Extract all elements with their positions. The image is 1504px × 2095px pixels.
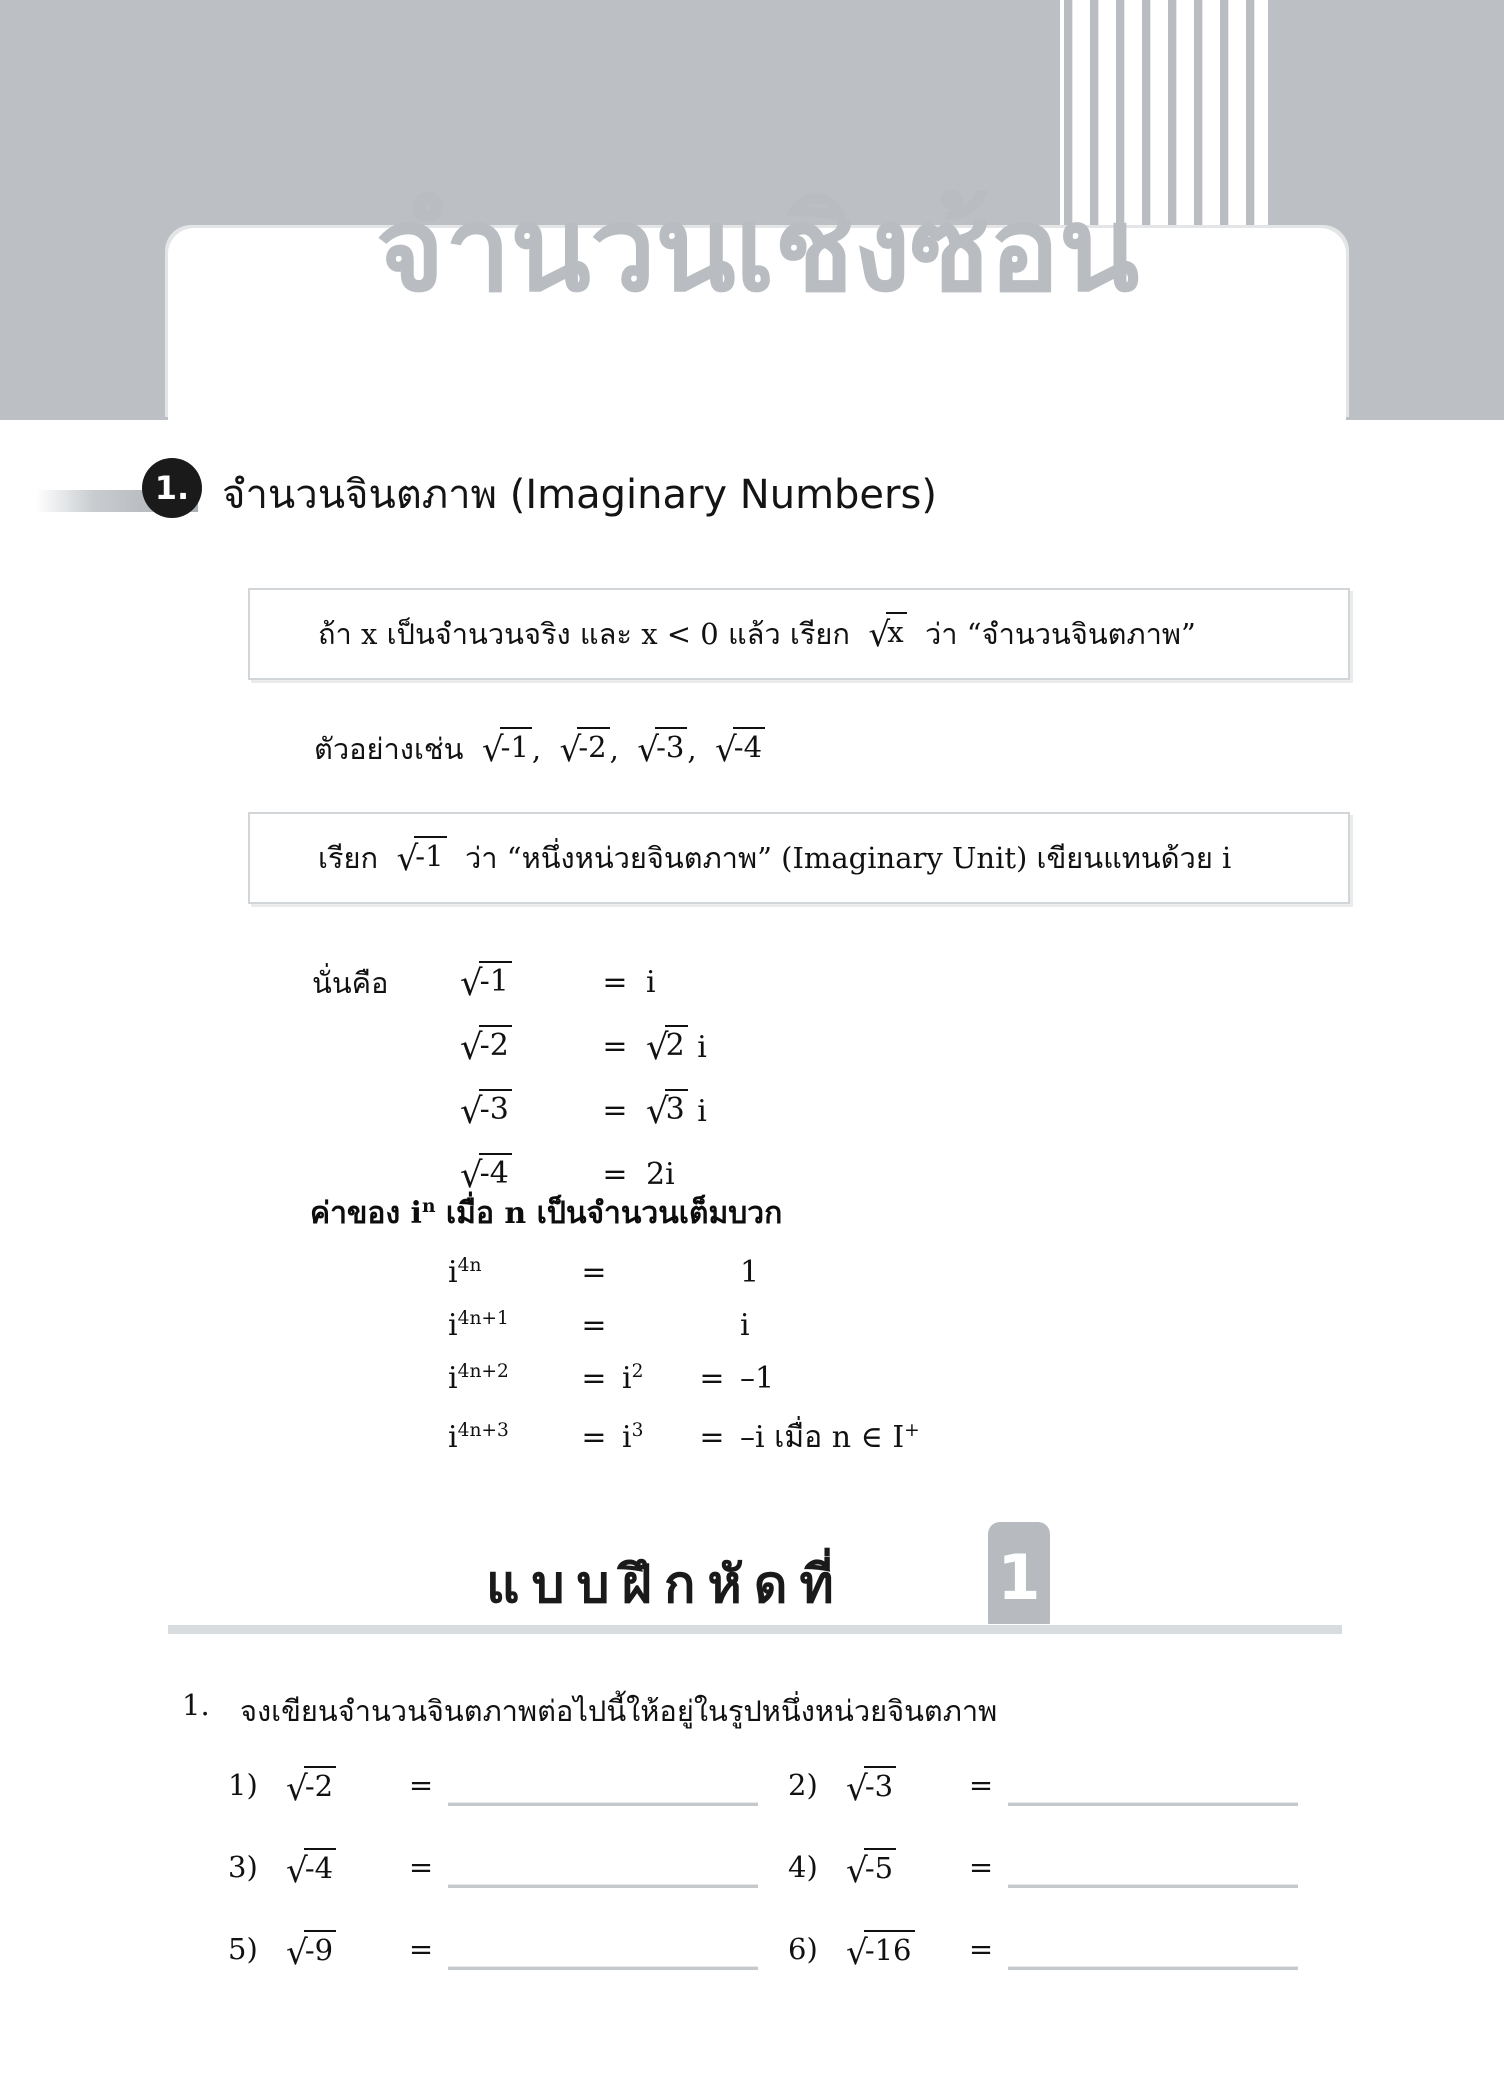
unit-suffix: ว่า “หนึ่งหน่วยจินตภาพ” (Imaginary Unit) เขียนแทนด้วย i [464, 841, 1232, 875]
equation-rhs [646, 1014, 707, 1078]
power-mid-exponent: 2 [631, 1361, 644, 1382]
power-mid [622, 1246, 684, 1299]
radical [286, 1850, 336, 1892]
exercise-divider [168, 1624, 1342, 1634]
rhs-text: 2i [646, 1156, 675, 1192]
radical [646, 1027, 688, 1069]
answer-blank[interactable] [1008, 1884, 1298, 1888]
item-label: 1) [228, 1768, 258, 1802]
power-rhs-text: –i เมื่อ n ∈ I [740, 1420, 905, 1455]
equals-sign: = [581, 1255, 607, 1290]
power-mid [622, 1352, 684, 1405]
answer-item-3 [228, 1850, 788, 1932]
examples-line [314, 726, 765, 772]
radical-sign-icon: √ [460, 1155, 483, 1197]
power-exponent: 4n+1 [457, 1308, 509, 1329]
power-lhs [448, 1405, 566, 1470]
answer-blank[interactable] [448, 1802, 758, 1806]
power-exponent: 4n+3 [457, 1420, 509, 1441]
radicand: -5 [864, 1848, 896, 1885]
radicand: -2 [479, 1025, 512, 1063]
example-radical-1 [473, 729, 532, 771]
unit-prefix: เรียก [318, 841, 379, 875]
power-row [448, 1405, 920, 1470]
equals-sign: = [968, 1932, 994, 1966]
item-label: 2) [788, 1768, 818, 1802]
item-label: 5) [228, 1932, 258, 1966]
radical [846, 1768, 896, 1810]
powers-heading [310, 1190, 782, 1237]
examples-separator-1: , [531, 732, 542, 766]
power-lhs [448, 1246, 566, 1299]
answer-blank[interactable] [1008, 1802, 1298, 1806]
answer-blank[interactable] [448, 1884, 758, 1888]
power-row [448, 1246, 920, 1299]
examples-separator-2: , [609, 732, 619, 766]
radicand: -1 [414, 836, 446, 873]
radical [460, 1027, 512, 1069]
equals-sign: = [408, 1850, 434, 1884]
examples-separator-3: , [687, 732, 697, 766]
power-row [448, 1299, 920, 1352]
equals-sign: = [581, 1361, 607, 1396]
radical-sign-icon: √ [846, 1933, 868, 1974]
radical-sign-icon: √ [460, 963, 483, 1005]
power-rhs: –1 [740, 1361, 775, 1396]
radical-sign-icon: √ [646, 1027, 669, 1069]
answer-blank[interactable] [448, 1966, 758, 1970]
radical-sign-icon: √ [637, 730, 660, 771]
equals-sign-2 [684, 1299, 740, 1352]
radical-sign-icon: √ [559, 730, 582, 771]
radical [646, 1091, 688, 1133]
radical [460, 963, 512, 1005]
item-label: 6) [788, 1932, 818, 1966]
radical-sign-icon: √ [481, 730, 504, 771]
radicand: 2 [665, 1025, 688, 1063]
radicand: -1 [479, 961, 512, 999]
answer-item-1 [228, 1768, 788, 1850]
answer-item-5 [228, 1932, 788, 2014]
equals-sign-2 [684, 1246, 740, 1299]
equations-lead-label: นั่นคือ [312, 966, 389, 1000]
imaginary-unit-text [250, 835, 1231, 881]
equations-table [460, 950, 707, 1206]
item-expression [846, 1768, 954, 1810]
radical [286, 1932, 336, 1974]
equals-sign: = [602, 964, 628, 1000]
equals-sign: = [408, 1768, 434, 1802]
radical-sign-icon: √ [396, 839, 419, 880]
radical-sign-icon: √ [846, 1851, 868, 1892]
radical-sign-icon: √ [460, 1027, 483, 1069]
radical [846, 1932, 915, 1974]
power-lhs [448, 1352, 566, 1405]
radicand: -9 [304, 1930, 336, 1967]
equals-sign: = [602, 1028, 628, 1064]
power-base: i [448, 1308, 458, 1343]
equation-lhs [460, 950, 584, 1014]
answer-item-2 [788, 1768, 1328, 1850]
radical-sign-icon: √ [646, 1091, 669, 1133]
example-radical-4 [706, 729, 765, 771]
power-rhs: 1 [740, 1255, 760, 1290]
section-title: จำนวนจินตภาพ (Imaginary Numbers) [222, 472, 937, 518]
item-expression [846, 1850, 954, 1892]
power-mid-base: i [622, 1361, 632, 1396]
example-radical-3 [628, 729, 687, 771]
equation-rhs [646, 1078, 707, 1142]
radical-sign-icon: √ [714, 730, 737, 771]
radicand: -3 [864, 1766, 896, 1803]
section-heading [0, 452, 1504, 524]
power-lhs [448, 1299, 566, 1352]
radical [286, 1768, 336, 1810]
header-decorative-band [0, 0, 1504, 420]
radicand: -2 [577, 727, 609, 764]
item-label: 4) [788, 1850, 818, 1884]
power-rhs: i [740, 1308, 750, 1343]
answer-item-6 [788, 1932, 1328, 2014]
power-exponent: 4n [457, 1255, 482, 1276]
equals-sign: = [602, 1092, 628, 1128]
radicand: -3 [479, 1089, 512, 1127]
radicand: x [886, 612, 906, 649]
definition-text [250, 611, 1196, 657]
powers-heading-exponent: n [421, 1196, 436, 1217]
radical [460, 1091, 512, 1133]
imaginary-unit-box [248, 812, 1350, 904]
radical [846, 1850, 896, 1892]
power-mid-exponent: 3 [631, 1420, 644, 1441]
equals-sign-2: = [699, 1420, 725, 1455]
example-radical-2 [550, 729, 609, 771]
item-expression [286, 1768, 394, 1810]
radicand: -4 [479, 1153, 512, 1191]
question-text: จงเขียนจำนวนจินตภาพต่อไปนี้ให้อยู่ในรูปหนึ่งหน่วยจินตภาพ [240, 1694, 998, 1728]
radical-sign-icon: √ [460, 1091, 483, 1133]
definition-prefix: ถ้า x เป็นจำนวนจริง และ x < 0 แล้ว เรียก [318, 617, 850, 651]
radical-sign-icon: √ [286, 1769, 308, 1810]
rhs-text: i [697, 1094, 707, 1129]
exercise-number-badge: 1 [988, 1522, 1050, 1634]
power-mid-base: i [622, 1420, 632, 1455]
exercise-title: แบบฝึกหัดที่ [486, 1555, 846, 1615]
equation-lhs [460, 1078, 584, 1142]
definition-suffix: ว่า “จำนวนจินตภาพ” [925, 617, 1196, 651]
rhs-text: i [646, 964, 656, 1000]
equation-rhs [646, 950, 707, 1014]
equals-sign: = [602, 1156, 628, 1192]
answer-grid [228, 1768, 1328, 2014]
radicand: -4 [733, 727, 765, 764]
powers-table [448, 1246, 920, 1470]
equals-sign: = [408, 1932, 434, 1966]
power-base: i [448, 1361, 458, 1396]
power-rhs [740, 1405, 920, 1470]
exercise-banner [0, 1528, 1504, 1648]
page-title: จำนวนเชิงซ้อน [375, 180, 1139, 318]
radicand: -2 [304, 1766, 336, 1803]
answer-blank[interactable] [1008, 1966, 1298, 1970]
power-rhs-exponent: + [904, 1420, 920, 1441]
power-mid [622, 1299, 684, 1352]
equals-sign: = [968, 1768, 994, 1802]
power-base: i [448, 1420, 458, 1455]
item-expression [286, 1850, 394, 1892]
radicand: -4 [304, 1848, 336, 1885]
item-expression [846, 1932, 954, 1974]
radical-sign-icon: √ [868, 615, 891, 656]
powers-heading-pre: ค่าของ i [310, 1196, 422, 1231]
radical [460, 1155, 512, 1197]
equals-sign: = [968, 1850, 994, 1884]
radical-sign-icon: √ [286, 1851, 308, 1892]
power-base: i [448, 1255, 458, 1290]
radicand: -16 [864, 1930, 915, 1967]
title-card [168, 180, 1346, 420]
section-number-badge: 1. [142, 458, 202, 518]
radicand: -1 [500, 727, 532, 764]
equation-row [460, 950, 707, 1014]
radical-sign-icon: √ [846, 1769, 868, 1810]
equation-lhs [460, 1014, 584, 1078]
rhs-text: i [697, 1030, 707, 1065]
equation-row [460, 1014, 707, 1078]
examples-prefix: ตัวอย่างเช่น [314, 732, 464, 766]
powers-heading-post: เมื่อ n เป็นจำนวนเต็มบวก [435, 1196, 783, 1231]
item-label: 3) [228, 1850, 258, 1884]
equals-sign: = [581, 1308, 607, 1343]
definition-box [248, 588, 1350, 680]
equals-sign-2: = [699, 1361, 725, 1396]
radicand: 3 [665, 1089, 688, 1127]
power-mid [622, 1405, 684, 1470]
question-number: 1. [182, 1688, 210, 1722]
power-exponent: 4n+2 [457, 1361, 509, 1382]
radicand: -3 [655, 727, 687, 764]
equation-row [460, 1078, 707, 1142]
radical-sign-icon: √ [286, 1933, 308, 1974]
equals-sign: = [581, 1420, 607, 1455]
item-expression [286, 1932, 394, 1974]
radical-minus-one [387, 838, 456, 880]
radical-x [859, 614, 916, 656]
power-row [448, 1352, 920, 1405]
answer-item-4 [788, 1850, 1328, 1932]
